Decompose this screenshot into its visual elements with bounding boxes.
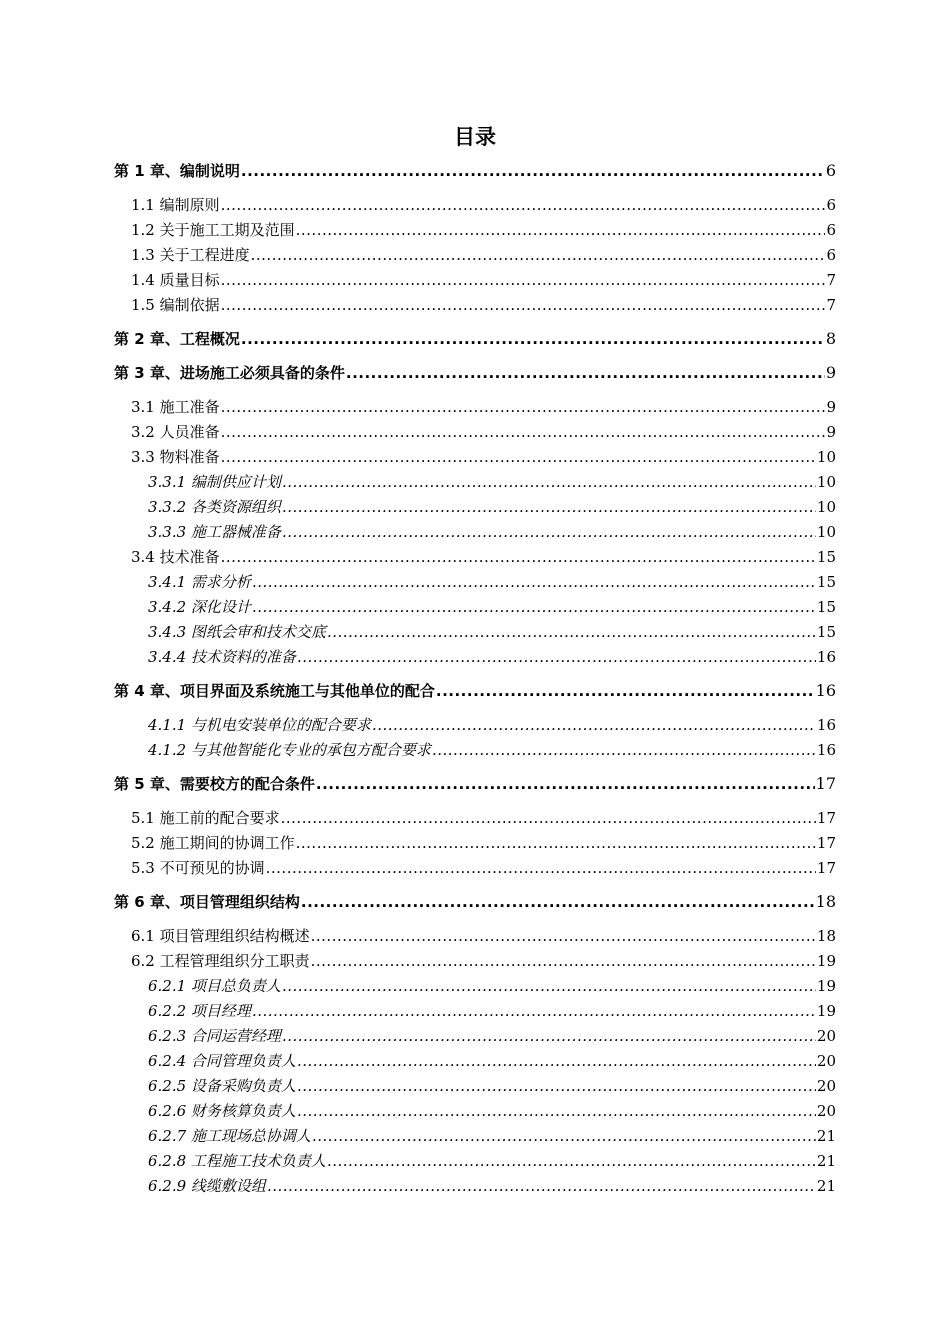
toc-page-number: 7 — [826, 271, 836, 289]
toc-page-number: 16 — [816, 741, 836, 759]
toc-entry-label: 1.3 关于工程进度 — [131, 246, 250, 264]
toc-entry-label: 6.2.8 工程施工技术负责人 — [148, 1152, 326, 1170]
toc-dot-leader — [327, 1152, 816, 1170]
toc-entry-label: 1.5 编制依据 — [131, 296, 220, 314]
toc-subsection-entry[interactable] — [148, 1100, 836, 1124]
toc-page-number: 20 — [816, 1102, 836, 1120]
toc-page-number: 15 — [816, 623, 836, 641]
toc-subsection-entry[interactable] — [148, 1050, 836, 1074]
toc-subsection-entry[interactable] — [148, 1025, 836, 1049]
toc-dot-leader — [297, 1052, 816, 1070]
toc-subsection-entry[interactable] — [148, 521, 836, 545]
page-title: 目录 — [454, 125, 496, 149]
toc-page-number: 20 — [816, 1077, 836, 1095]
toc-section-entry[interactable] — [131, 832, 836, 856]
toc-entry-label: 第 3 章、进场施工必须具备的条件 — [114, 364, 345, 382]
toc-page-number: 16 — [816, 716, 836, 734]
toc-subsection-entry[interactable] — [148, 646, 836, 670]
toc-entry-label: 1.2 关于施工工期及范围 — [131, 221, 295, 239]
toc-dot-leader — [316, 775, 815, 793]
toc-dot-leader — [266, 859, 816, 877]
toc-page-number: 18 — [815, 892, 836, 911]
toc-section-entry[interactable] — [131, 294, 836, 318]
toc-section-entry[interactable] — [131, 950, 836, 974]
toc-section-entry[interactable] — [131, 546, 836, 570]
toc-section-entry[interactable] — [131, 446, 836, 470]
toc-page-number: 19 — [816, 952, 836, 970]
toc-subsection-entry[interactable] — [148, 1000, 836, 1024]
toc-page-number: 15 — [816, 548, 836, 566]
toc-entry-label: 3.4.2 深化设计 — [148, 598, 251, 616]
toc-entry-label: 4.1.1 与机电安装单位的配合要求 — [148, 716, 371, 734]
toc-page-number: 15 — [816, 573, 836, 591]
toc-dot-leader — [252, 1002, 816, 1020]
toc-dot-leader — [221, 296, 826, 314]
toc-page-number: 21 — [816, 1152, 836, 1170]
toc-entry-label: 3.4.3 图纸会审和技术交底 — [148, 623, 326, 641]
toc-page-number: 17 — [815, 774, 836, 793]
toc-entry-label: 第 5 章、需要校方的配合条件 — [114, 775, 315, 793]
toc-section-entry[interactable] — [131, 244, 836, 268]
toc-page-number: 10 — [816, 473, 836, 491]
toc-dot-leader — [282, 498, 816, 516]
toc-subsection-entry[interactable] — [148, 739, 836, 763]
toc-page-number: 17 — [816, 859, 836, 877]
toc-chapter-entry[interactable] — [114, 362, 836, 386]
toc-chapter-entry[interactable] — [114, 773, 836, 797]
toc-entry-label: 3.4.4 技术资料的准备 — [148, 648, 296, 666]
toc-section-entry[interactable] — [131, 857, 836, 881]
toc-entry-label: 第 1 章、编制说明 — [114, 162, 240, 180]
toc-page-number: 10 — [816, 523, 836, 541]
toc-dot-leader — [297, 648, 816, 666]
toc-dot-leader — [267, 1177, 816, 1195]
toc-dot-leader — [252, 598, 816, 616]
toc-subsection-entry[interactable] — [148, 714, 836, 738]
toc-entry-label: 3.1 施工准备 — [131, 398, 220, 416]
toc-page-number: 9 — [826, 423, 836, 441]
toc-section-entry[interactable] — [131, 194, 836, 218]
toc-dot-leader — [436, 682, 815, 700]
toc-subsection-entry[interactable] — [148, 496, 836, 520]
toc-page-number: 17 — [816, 809, 836, 827]
toc-dot-leader — [281, 809, 816, 827]
toc-entry-label: 6.2.6 财务核算负责人 — [148, 1102, 296, 1120]
toc-section-entry[interactable] — [131, 219, 836, 243]
toc-page-number: 6 — [826, 196, 836, 214]
toc-page-number: 6 — [826, 246, 836, 264]
toc-entry-label: 6.2.7 施工现场总协调人 — [148, 1127, 311, 1145]
toc-page-number: 19 — [816, 1002, 836, 1020]
toc-dot-leader — [372, 716, 816, 734]
toc-subsection-entry[interactable] — [148, 975, 836, 999]
toc-page-number: 21 — [816, 1177, 836, 1195]
toc-page-number: 9 — [825, 363, 836, 382]
toc-entry-label: 1.4 质量目标 — [131, 271, 220, 289]
toc-entry-label: 3.4.1 需求分析 — [148, 573, 251, 591]
toc-page-number: 10 — [816, 448, 836, 466]
toc-entry-label: 3.3.2 各类资源组织 — [148, 498, 281, 516]
toc-dot-leader — [221, 196, 826, 214]
toc-dot-leader — [432, 741, 816, 759]
toc-page-number: 21 — [816, 1127, 836, 1145]
toc-page-number: 8 — [825, 329, 836, 348]
toc-entry-label: 3.3 物料准备 — [131, 448, 220, 466]
toc-dot-leader — [282, 523, 816, 541]
toc-dot-leader — [221, 423, 826, 441]
toc-chapter-entry[interactable] — [114, 328, 836, 352]
toc-dot-leader — [311, 952, 816, 970]
toc-dot-leader — [297, 1102, 816, 1120]
toc-section-entry[interactable] — [131, 925, 836, 949]
toc-entry-label: 3.4 技术准备 — [131, 548, 220, 566]
toc-page-number: 6 — [826, 221, 836, 239]
toc-entry-label: 1.1 编制原则 — [131, 196, 220, 214]
toc-dot-leader — [282, 473, 816, 491]
toc-section-entry[interactable] — [131, 396, 836, 420]
toc-section-entry[interactable] — [131, 807, 836, 831]
toc-dot-leader — [241, 330, 825, 348]
toc-page-number: 16 — [816, 648, 836, 666]
toc-entry-label: 6.2.4 合同管理负责人 — [148, 1052, 296, 1070]
toc-entry-label: 6.2.9 线缆敷设组 — [148, 1177, 266, 1195]
toc-entry-label: 6.2.2 项目经理 — [148, 1002, 251, 1020]
toc-page-number: 6 — [825, 161, 836, 180]
toc-dot-leader — [311, 927, 816, 945]
toc-entry-label: 第 6 章、项目管理组织结构 — [114, 893, 300, 911]
toc-dot-leader — [346, 364, 825, 382]
toc-entry-label: 5.1 施工前的配合要求 — [131, 809, 280, 827]
toc-entry-label: 6.1 项目管理组织结构概述 — [131, 927, 310, 945]
toc-entry-label: 4.1.2 与其他智能化专业的承包方配合要求 — [148, 741, 431, 759]
toc-dot-leader — [221, 271, 826, 289]
toc-page-number: 7 — [826, 296, 836, 314]
toc-entry-label: 5.3 不可预见的协调 — [131, 859, 265, 877]
toc-subsection-entry[interactable] — [148, 621, 836, 645]
toc-entry-label: 6.2 工程管理组织分工职责 — [131, 952, 310, 970]
toc-dot-leader — [221, 448, 816, 466]
toc-subsection-entry[interactable] — [148, 596, 836, 620]
toc-dot-leader — [221, 398, 826, 416]
toc-dot-leader — [282, 1027, 816, 1045]
toc-entry-label: 6.2.1 项目总负责人 — [148, 977, 281, 995]
toc-page-number: 15 — [816, 598, 836, 616]
toc-page-number: 17 — [816, 834, 836, 852]
toc-dot-leader — [296, 221, 826, 239]
toc-dot-leader — [282, 977, 816, 995]
toc-dot-leader — [296, 834, 816, 852]
toc-page-number: 20 — [816, 1052, 836, 1070]
toc-entry-label: 3.3.1 编制供应计划 — [148, 473, 281, 491]
toc-page-number: 18 — [816, 927, 836, 945]
toc-subsection-entry[interactable] — [148, 471, 836, 495]
toc-page-number: 19 — [816, 977, 836, 995]
toc-chapter-entry[interactable] — [114, 680, 836, 704]
toc-entry-label: 第 4 章、项目界面及系统施工与其他单位的配合 — [114, 682, 435, 700]
toc-dot-leader — [241, 162, 825, 180]
toc-page-number: 10 — [816, 498, 836, 516]
toc-dot-leader — [312, 1127, 816, 1145]
toc-entry-label: 6.2.5 设备采购负责人 — [148, 1077, 296, 1095]
toc-dot-leader — [221, 548, 816, 566]
toc-dot-leader — [252, 573, 816, 591]
toc-page-number: 16 — [815, 681, 836, 700]
toc-dot-leader — [301, 893, 815, 911]
toc-dot-leader — [327, 623, 816, 641]
toc-subsection-entry[interactable] — [148, 1075, 836, 1099]
toc-section-entry[interactable] — [131, 421, 836, 445]
toc-chapter-entry[interactable] — [114, 160, 836, 184]
toc-page-number: 9 — [826, 398, 836, 416]
toc-subsection-entry[interactable] — [148, 571, 836, 595]
toc-page-number: 20 — [816, 1027, 836, 1045]
toc-subsection-entry[interactable] — [148, 1125, 836, 1149]
toc-subsection-entry[interactable] — [148, 1175, 836, 1199]
toc-entry-label: 3.2 人员准备 — [131, 423, 220, 441]
toc-entry-label: 3.3.3 施工器械准备 — [148, 523, 281, 541]
toc-dot-leader — [251, 246, 826, 264]
toc-subsection-entry[interactable] — [148, 1150, 836, 1174]
toc-entry-label: 6.2.3 合同运营经理 — [148, 1027, 281, 1045]
toc-section-entry[interactable] — [131, 269, 836, 293]
toc-entry-label: 第 2 章、工程概况 — [114, 330, 240, 348]
toc-chapter-entry[interactable] — [114, 891, 836, 915]
toc-dot-leader — [297, 1077, 816, 1095]
toc-entry-label: 5.2 施工期间的协调工作 — [131, 834, 295, 852]
